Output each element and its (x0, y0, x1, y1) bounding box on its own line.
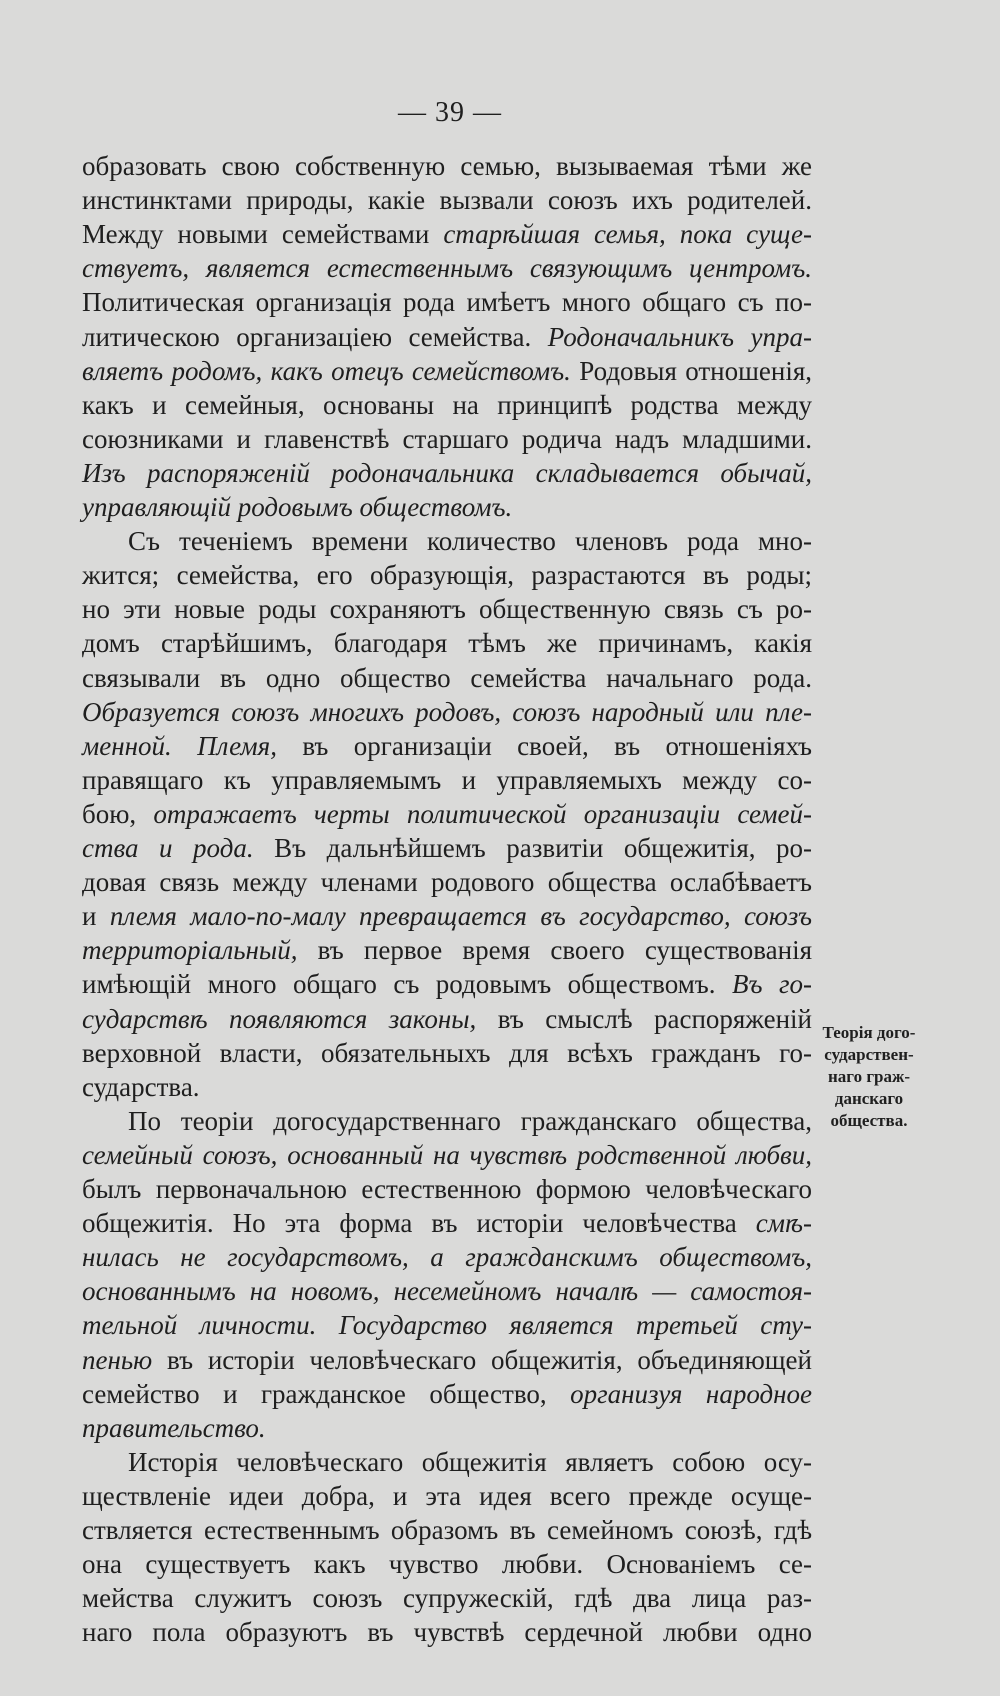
text-span: сударства. (82, 1072, 200, 1102)
text-span: Политическая организація рода имѣетъ много общаго съ по- (82, 287, 812, 317)
text-span: Родовыя отношенія, (570, 356, 812, 386)
text-line (82, 1173, 812, 1206)
text-span: наго пола образуютъ въ чувствѣ сердечной любви одно (82, 1617, 812, 1647)
text-span: литическою организаціею семейства. (82, 322, 548, 352)
text-span: ствляется естественнымъ образомъ въ семейномъ союзѣ, гдѣ (82, 1515, 812, 1545)
text-span: ществленіе идеи добра, и эта идея всего прежде осуще- (82, 1481, 812, 1511)
text-line (128, 525, 812, 558)
text-span: она существуетъ какъ чувство любви. Основаніемъ се- (82, 1549, 812, 1579)
italic-span: управляющій родовымъ обществомъ. (82, 492, 513, 522)
text-line (82, 491, 812, 524)
text-span: Исторія человѣческаго общежитія являетъ собою осу- (128, 1447, 812, 1477)
text-span: но эти новые роды сохраняютъ общественную связь съ ро- (82, 594, 812, 624)
text-line (82, 1275, 812, 1308)
text-line (82, 1378, 812, 1411)
text-line (82, 1207, 812, 1240)
italic-span: организуя народное (570, 1379, 812, 1409)
italic-span: отражаетъ черты политической организаціи семей- (153, 799, 812, 829)
italic-span: правительство. (82, 1413, 266, 1443)
margin-note-line: наго граж- (827, 1067, 910, 1086)
italic-span: Родоначальникъ упра- (547, 322, 812, 352)
text-span: Съ теченіемъ времени количество членовъ рода мно- (128, 526, 812, 556)
text-span: какъ и семейныя, основаны на принципѣ родства между (82, 390, 812, 420)
text-line (82, 1003, 812, 1036)
italic-span: Въ го- (731, 969, 812, 999)
text-span: въ исторіи человѣческаго общежитія, объединяющей (152, 1345, 812, 1375)
text-span: въ первое время своего существованія (297, 935, 812, 965)
italic-span: сударствѣ появляются законы, (82, 1004, 477, 1034)
text-line (82, 696, 812, 729)
text-span: былъ первоначальною естественною формою человѣческаго (82, 1174, 812, 1204)
margin-note-line: общества. (830, 1111, 908, 1130)
text-line (82, 730, 812, 763)
italic-span: племя мало-по-малу превращается въ государство, союзъ (109, 901, 812, 931)
text-line (128, 1446, 812, 1479)
text-span (172, 731, 197, 761)
italic-span: старѣйшая семья, пока суще- (443, 219, 812, 249)
text-line (82, 798, 812, 831)
italic-span: основаннымъ на новомъ, несемейномъ началѣ — самостоя- (82, 1276, 812, 1306)
text-line (82, 355, 812, 388)
italic-span: семейный союзъ, основанный на чувствѣ родственной любви, (82, 1140, 812, 1170)
text-line (82, 832, 812, 865)
margin-note-line: сударствен- (824, 1045, 914, 1064)
text-span: мейства служитъ союзъ супружескій, гдѣ два лица раз- (82, 1583, 812, 1613)
margin-note-line: Теорія дого- (822, 1023, 916, 1042)
text-line (82, 1037, 812, 1070)
text-line (82, 900, 812, 933)
text-span: семейство и гражданское общество, (82, 1379, 571, 1409)
text-line (82, 593, 812, 626)
text-span: домъ старѣйшимъ, благодаря тѣмъ же причинамъ, какія (82, 628, 812, 658)
text-span: Въ дальнѣйшемъ развитіи общежитія, ро- (253, 833, 812, 863)
text-line (82, 764, 812, 797)
text-span: союзниками и главенствѣ старшаго родича надъ младшими. (82, 424, 812, 454)
text-line (82, 218, 812, 251)
italic-span: Изъ распоряженій родоначальника складывается обычай, (82, 458, 812, 488)
italic-span: ствуетъ, является естественнымъ связующимъ центромъ. (82, 253, 812, 283)
text-span: инстинктами природы, какіе вызвали союзъ ихъ родителей. (82, 185, 812, 215)
text-span: правящаго къ управляемымъ и управляемыхъ между со- (82, 765, 812, 795)
text-line (82, 184, 812, 217)
text-line (82, 968, 812, 1001)
text-span: довая связь между членами родового общества ослабѣваетъ (82, 867, 812, 897)
italic-span: территоріальный, (82, 935, 298, 965)
text-line (82, 934, 812, 967)
italic-span: смѣ- (755, 1208, 812, 1238)
text-span: жится; семейства, его образующія, разрастаются въ роды; (82, 560, 812, 590)
text-span: По теоріи догосударственнаго гражданскаго общества, (128, 1106, 812, 1136)
text-line (82, 1514, 812, 1547)
text-span: имѣющій много общаго съ родовымъ обществомъ. (82, 969, 732, 999)
text-span: въ смыслѣ распоряженій (476, 1004, 812, 1034)
text-line (82, 1412, 812, 1445)
text-line (82, 1139, 812, 1172)
text-line (82, 1309, 812, 1342)
text-line (82, 321, 812, 354)
italic-span: менной. (82, 731, 172, 761)
text-span: Между новыми семействами (82, 219, 444, 249)
text-span: связывали въ одно общество семейства начальнаго рода. (82, 663, 812, 693)
margin-note-line: данскаго (834, 1089, 904, 1108)
text-line (82, 1548, 812, 1581)
text-span: и (82, 901, 110, 931)
text-line (82, 150, 812, 183)
text-line (82, 252, 812, 285)
text-line (82, 286, 812, 319)
text-span: образовать свою собственную семью, вызываемая тѣми же (82, 151, 812, 181)
italic-span: тельной личности. Государство является третьей сту- (82, 1310, 812, 1340)
page-number: — 39 — (398, 97, 502, 128)
text-line (82, 457, 812, 490)
text-line (82, 1241, 812, 1274)
italic-span: Образуется союзъ многихъ родовъ, союзъ народный или пле- (82, 697, 812, 727)
text-line (82, 1344, 812, 1377)
text-line (82, 627, 812, 660)
italic-span: Племя, (197, 731, 277, 761)
text-line (82, 866, 812, 899)
text-line (82, 559, 812, 592)
text-line (82, 389, 812, 422)
text-line (82, 1480, 812, 1513)
italic-span: нилась не государствомъ, а гражданскимъ обществомъ, (82, 1242, 812, 1272)
italic-span: вляетъ родомъ, какъ отецъ семействомъ. (82, 356, 571, 386)
text-line (82, 1582, 812, 1615)
italic-span: пенью (82, 1345, 153, 1375)
text-line (82, 1616, 812, 1649)
text-span: верховной власти, обязательныхъ для всѣхъ гражданъ го- (82, 1038, 812, 1068)
text-line (128, 1105, 812, 1138)
margin-note (814, 1022, 924, 1132)
text-span: общежитія. Но эта форма въ исторіи человѣчества (82, 1208, 756, 1238)
text-line (82, 1071, 812, 1104)
italic-span: ства и рода. (82, 833, 254, 863)
text-span: въ организаціи своей, въ отношеніяхъ (276, 731, 812, 761)
text-line (82, 423, 812, 456)
text-line (82, 662, 812, 695)
text-span: бою, (82, 799, 154, 829)
